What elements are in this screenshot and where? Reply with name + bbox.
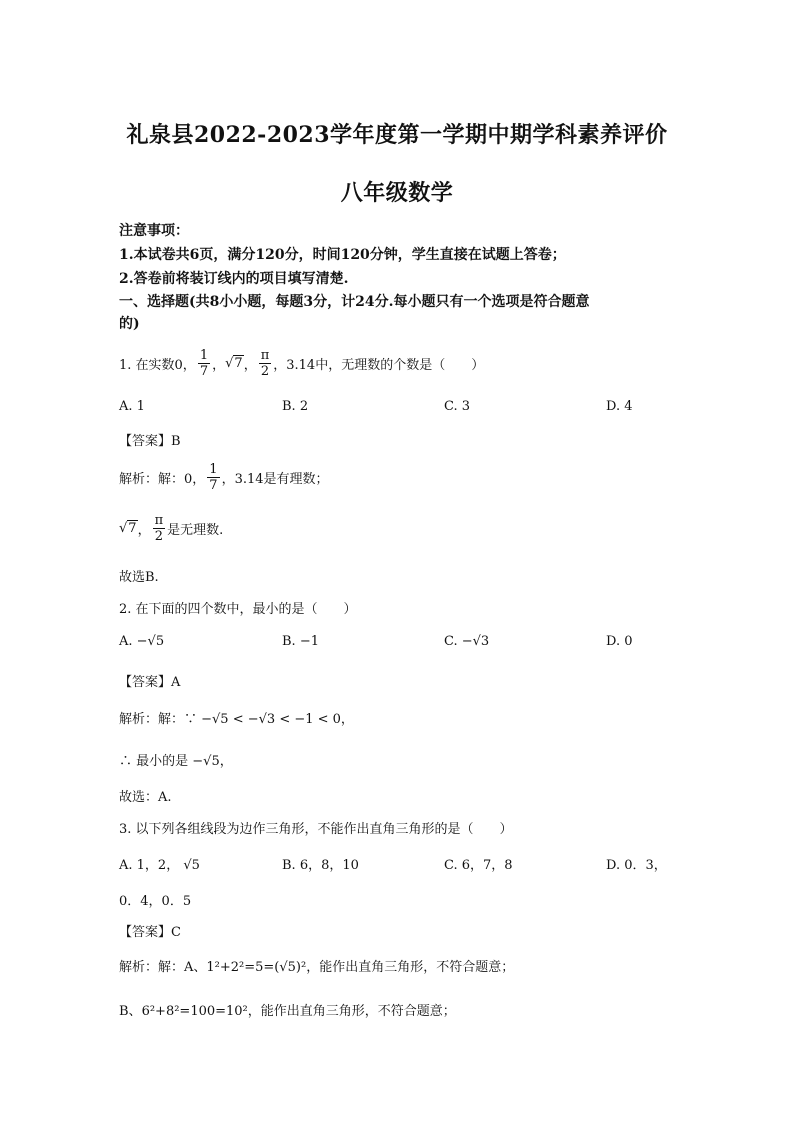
q1-analysis-line-2 [119, 510, 223, 546]
q2-option-d: D. 0 [606, 634, 633, 649]
exam-title: 礼泉县2022-2023学年度第一学期中期学科素养评价 [126, 122, 668, 148]
q1-sqrt-arg: 7 [234, 355, 243, 371]
q1-frac-den: 7 [199, 363, 209, 379]
q2-option-a: A. −√5 [119, 634, 165, 649]
q3-option-c: C. 6，7，8 [444, 858, 513, 873]
q3-option-a: A. 1，2， √5 [119, 858, 200, 873]
q2-analysis-line-1: 解析：解：∵ −√5 < −√3 < −1 < 0， [119, 712, 354, 727]
q2-stem: 2. 在下面的四个数中，最小的是（ ） [119, 602, 357, 617]
q3-option-d: D. 0．3， [606, 858, 667, 873]
q1-analysis-pi-den: 2 [154, 528, 163, 544]
notes-line-1: 1.本试卷共6页，满分120分，时间120分钟，学生直接在试题上答卷； [119, 247, 566, 263]
q3-analysis-b-end: ，能作出直角三角形，不符合题意； [247, 1004, 456, 1019]
q1-analysis-sqrt-arg: 7 [128, 520, 137, 536]
q1-analysis-sep: ， [137, 522, 151, 538]
notes-line-2: 2.答卷前将装订线内的项目填写清楚. [119, 271, 349, 287]
notes-heading: 注意事项： [119, 223, 189, 239]
q3-analysis-b [119, 1000, 456, 1019]
section-heading-line-1: 一、选择题(共8小小题，每题3分，计24分.每小题只有一个选项是符合题意 [119, 294, 590, 310]
q1-frac-num: 1 [199, 347, 209, 363]
q1-analysis-mid: ，3.14是有理数； [221, 471, 329, 487]
q1-analysis-frac-num: 1 [209, 461, 218, 477]
q3-answer: 【答案】C [119, 925, 181, 940]
q1-answer: 【答案】B [119, 434, 181, 449]
q2-option-c: C. −√3 [444, 634, 490, 649]
q3-analysis-a-end: ，能作出直角三角形，不符合题意； [306, 960, 515, 975]
q2-conclusion: 故选：A. [119, 790, 172, 805]
q2-option-b: B. −1 [282, 634, 319, 649]
q2-analysis-line-2: ∴ 最小的是 −√5， [119, 754, 233, 769]
q1-conclusion: 故选B. [119, 570, 159, 585]
q1-stem-start: 1. 在实数0， [119, 357, 196, 373]
q1-stem [119, 345, 484, 381]
q1-fraction [198, 348, 210, 379]
exam-subtitle: 八年级数学 [340, 180, 454, 206]
q1-analysis-sqrt: √7 [119, 520, 137, 536]
q1-option-b: B. 2 [282, 399, 309, 414]
q2-answer: 【答案】A [119, 675, 181, 690]
q3-analysis-a-start: 解析：解：A、 [119, 960, 207, 975]
q1-pi-den: 2 [260, 363, 270, 379]
q1-analysis-end: 是无理数. [167, 522, 224, 538]
q1-sqrt: √7 [225, 355, 243, 371]
q1-option-c: C. 3 [444, 399, 471, 414]
q1-option-d: D. 4 [606, 399, 633, 414]
q1-stem-end: ，3.14中，无理数的个数是（ ） [273, 357, 485, 373]
q3-option-d-continued: 0．4，0．5 [119, 894, 192, 909]
q3-analysis-b-math: 6²+8²=100=10² [141, 1004, 248, 1019]
q3-stem: 3. 以下列各组线段为边作三角形，不能作出直角三角形的是（ ） [119, 822, 513, 837]
q1-analysis-pi-num: π [154, 512, 164, 528]
q1-sep: ， [212, 357, 226, 373]
q1-analysis-line-1 [119, 459, 329, 495]
q1-option-a: A. 1 [119, 399, 145, 414]
q1-sep-2: ， [243, 357, 257, 373]
q3-analysis-b-start: B、 [119, 1004, 142, 1019]
q3-option-b: B. 6，8，10 [282, 858, 359, 873]
q1-pi-fraction [259, 348, 272, 379]
q3-analysis-a [119, 956, 514, 975]
q1-analysis-start: 解析：解：0， [119, 471, 206, 487]
q1-pi-num: π [260, 347, 270, 363]
q1-analysis-pi-fraction [153, 513, 166, 544]
section-heading-line-2: 的) [119, 316, 140, 332]
q1-analysis-fraction [207, 462, 219, 493]
q3-analysis-a-math: 1²+2²=5=(√5)² [206, 960, 307, 975]
q1-analysis-frac-den: 7 [209, 477, 218, 493]
